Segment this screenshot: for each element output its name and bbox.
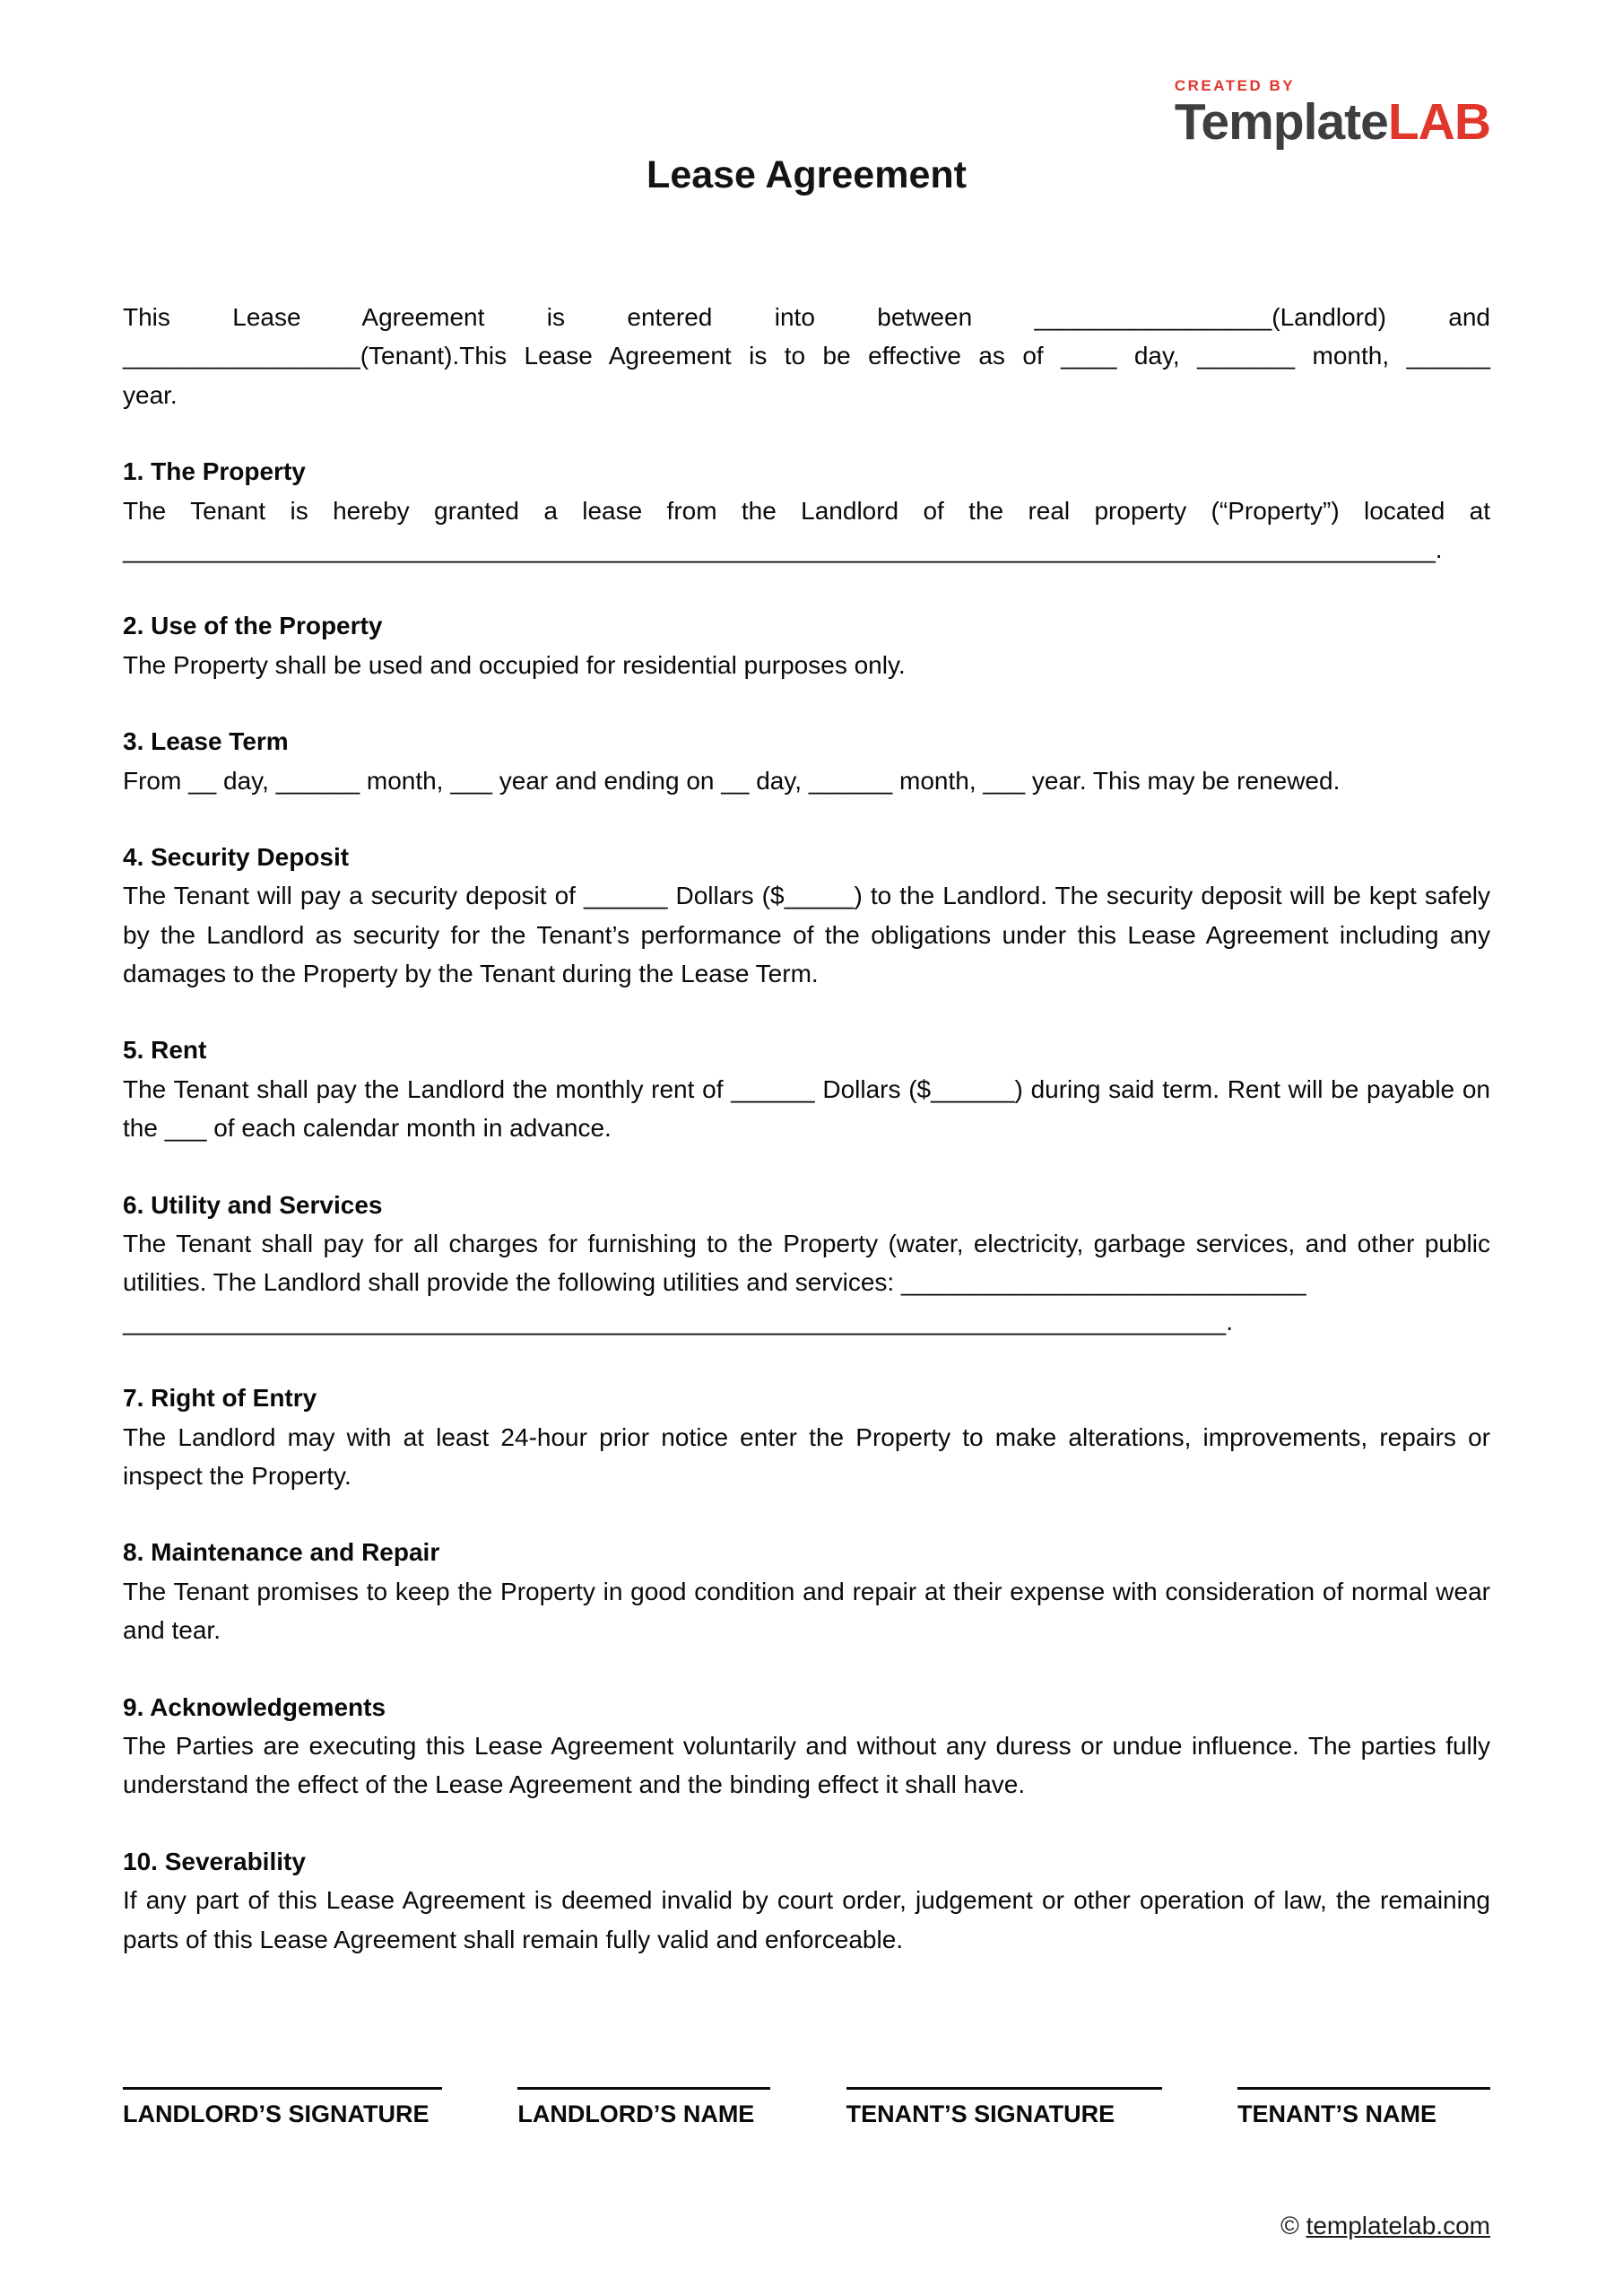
section-4-heading: 4. Security Deposit [123,842,350,871]
brand-wordmark [1174,93,1490,151]
section-7-heading: 7. Right of Entry [123,1384,317,1413]
landlord-signature-label: LANDLORD’S SIGNATURE [123,2100,430,2127]
landlord-name-line [517,2068,770,2090]
section-utility-and-services [123,1186,1490,1342]
tenant-name-line [1237,2068,1490,2090]
intro-line-2: _________________(Tenant).This Lease Agreement is to be effective as of ____ day, _______ month, ______ [123,342,1490,370]
section-2-body: The Property shall be used and occupied for residential purposes only. [123,650,906,679]
section-3-body: From __ day, ______ month, ___ year and ending on __ day, ______ month, ___ year. This may be renewed. [123,766,1341,795]
section-5-heading: 5. Rent [123,1036,207,1065]
section-2-heading: 2. Use of the Property [123,612,383,640]
section-maintenance-and-repair [123,1533,1490,1649]
tenant-signature-label: TENANT’S SIGNATURE [846,2100,1115,2127]
document-title: Lease Agreement [647,153,967,196]
logo-template-text: Template [1174,93,1388,151]
section-1-heading: 1. The Property [123,457,306,486]
tenant-name-label: TENANT’S NAME [1237,2100,1436,2127]
section-severability [123,1842,1490,1959]
page-footer [1280,2212,1490,2240]
section-10-body: If any part of this Lease Agreement is deemed invalid by court order, judgement or other operation of law, the remaining parts of this Lease Agreement shall remain fully valid and enforceable. [123,1886,1490,1953]
section-acknowledgements [123,1688,1490,1805]
section-the-property [123,452,1490,569]
section-7-body: The Landlord may with at least 24-hour prior notice enter the Property to make alterations, improvements, repairs or inspect the Property. [123,1422,1490,1490]
section-use-of-property [123,606,1490,684]
templatelab-link[interactable]: templatelab.com [1306,2212,1490,2239]
section-lease-term [123,722,1490,800]
section-security-deposit [123,838,1490,994]
section-9-body: The Parties are executing this Lease Agreement voluntarily and without any duress or undue influence. The parties fully understand the effect of the Lease Agreement and the binding effect it shall have. [123,1731,1490,1799]
intro-line-1: This Lease Agreement is entered into between _________________(Landlord) and [123,303,1490,331]
landlord-name-label: LANDLORD’S NAME [517,2100,755,2127]
created-by-label: CREATED BY [1174,77,1296,94]
logo-row [123,77,1490,151]
section-8-body: The Tenant promises to keep the Property in good condition and repair at their expense with consideration of normal wear and tear. [123,1577,1490,1645]
signature-row [123,2068,1490,2128]
section-1-body: The Tenant is hereby granted a lease from the Landlord of the real property (“Property”) located at ______________________________________________________________________________________________. [123,496,1490,563]
section-9-heading: 9. Acknowledgements [123,1692,386,1721]
section-6-body-line-2: _______________________________________________________________________________. [123,1307,1233,1335]
section-6-body: The Tenant shall pay for all charges for furnishing to the Property (water, electricity, garbage services, and other public utilities. The Landlord shall provide the following utilities and services: _____________________________ [123,1230,1490,1297]
tenant-signature-line [846,2068,1162,2090]
section-8-heading: 8. Maintenance and Repair [123,1538,440,1567]
section-4-body: The Tenant will pay a security deposit of ______ Dollars ($_____) to the Landlord. The security deposit will be kept safely by the Landlord as security for the Tenant’s performance of the obligations under this Lease Agreement including any damages to the Property by the Tenant during the Lease Term. [123,882,1490,988]
tenant-signature-block [846,2068,1162,2128]
intro-paragraph [123,298,1490,414]
templatelab-logo [1174,77,1490,151]
section-6-heading: 6. Utility and Services [123,1190,383,1219]
landlord-signature-line [123,2068,442,2090]
copyright-symbol: © [1280,2212,1299,2239]
section-rent [123,1031,1490,1147]
landlord-name-block [517,2068,770,2128]
section-3-heading: 3. Lease Term [123,727,289,756]
landlord-signature-block [123,2068,442,2128]
logo-lab-text: LAB [1387,93,1490,151]
intro-line-3: year. [123,380,178,409]
section-right-of-entry [123,1378,1490,1495]
section-5-body: The Tenant shall pay the Landlord the monthly rent of ______ Dollars ($______) during said term. Rent will be payable on the ___ of each calendar month in advance. [123,1074,1490,1143]
tenant-name-block [1237,2068,1490,2128]
section-10-heading: 10. Severability [123,1847,306,1875]
